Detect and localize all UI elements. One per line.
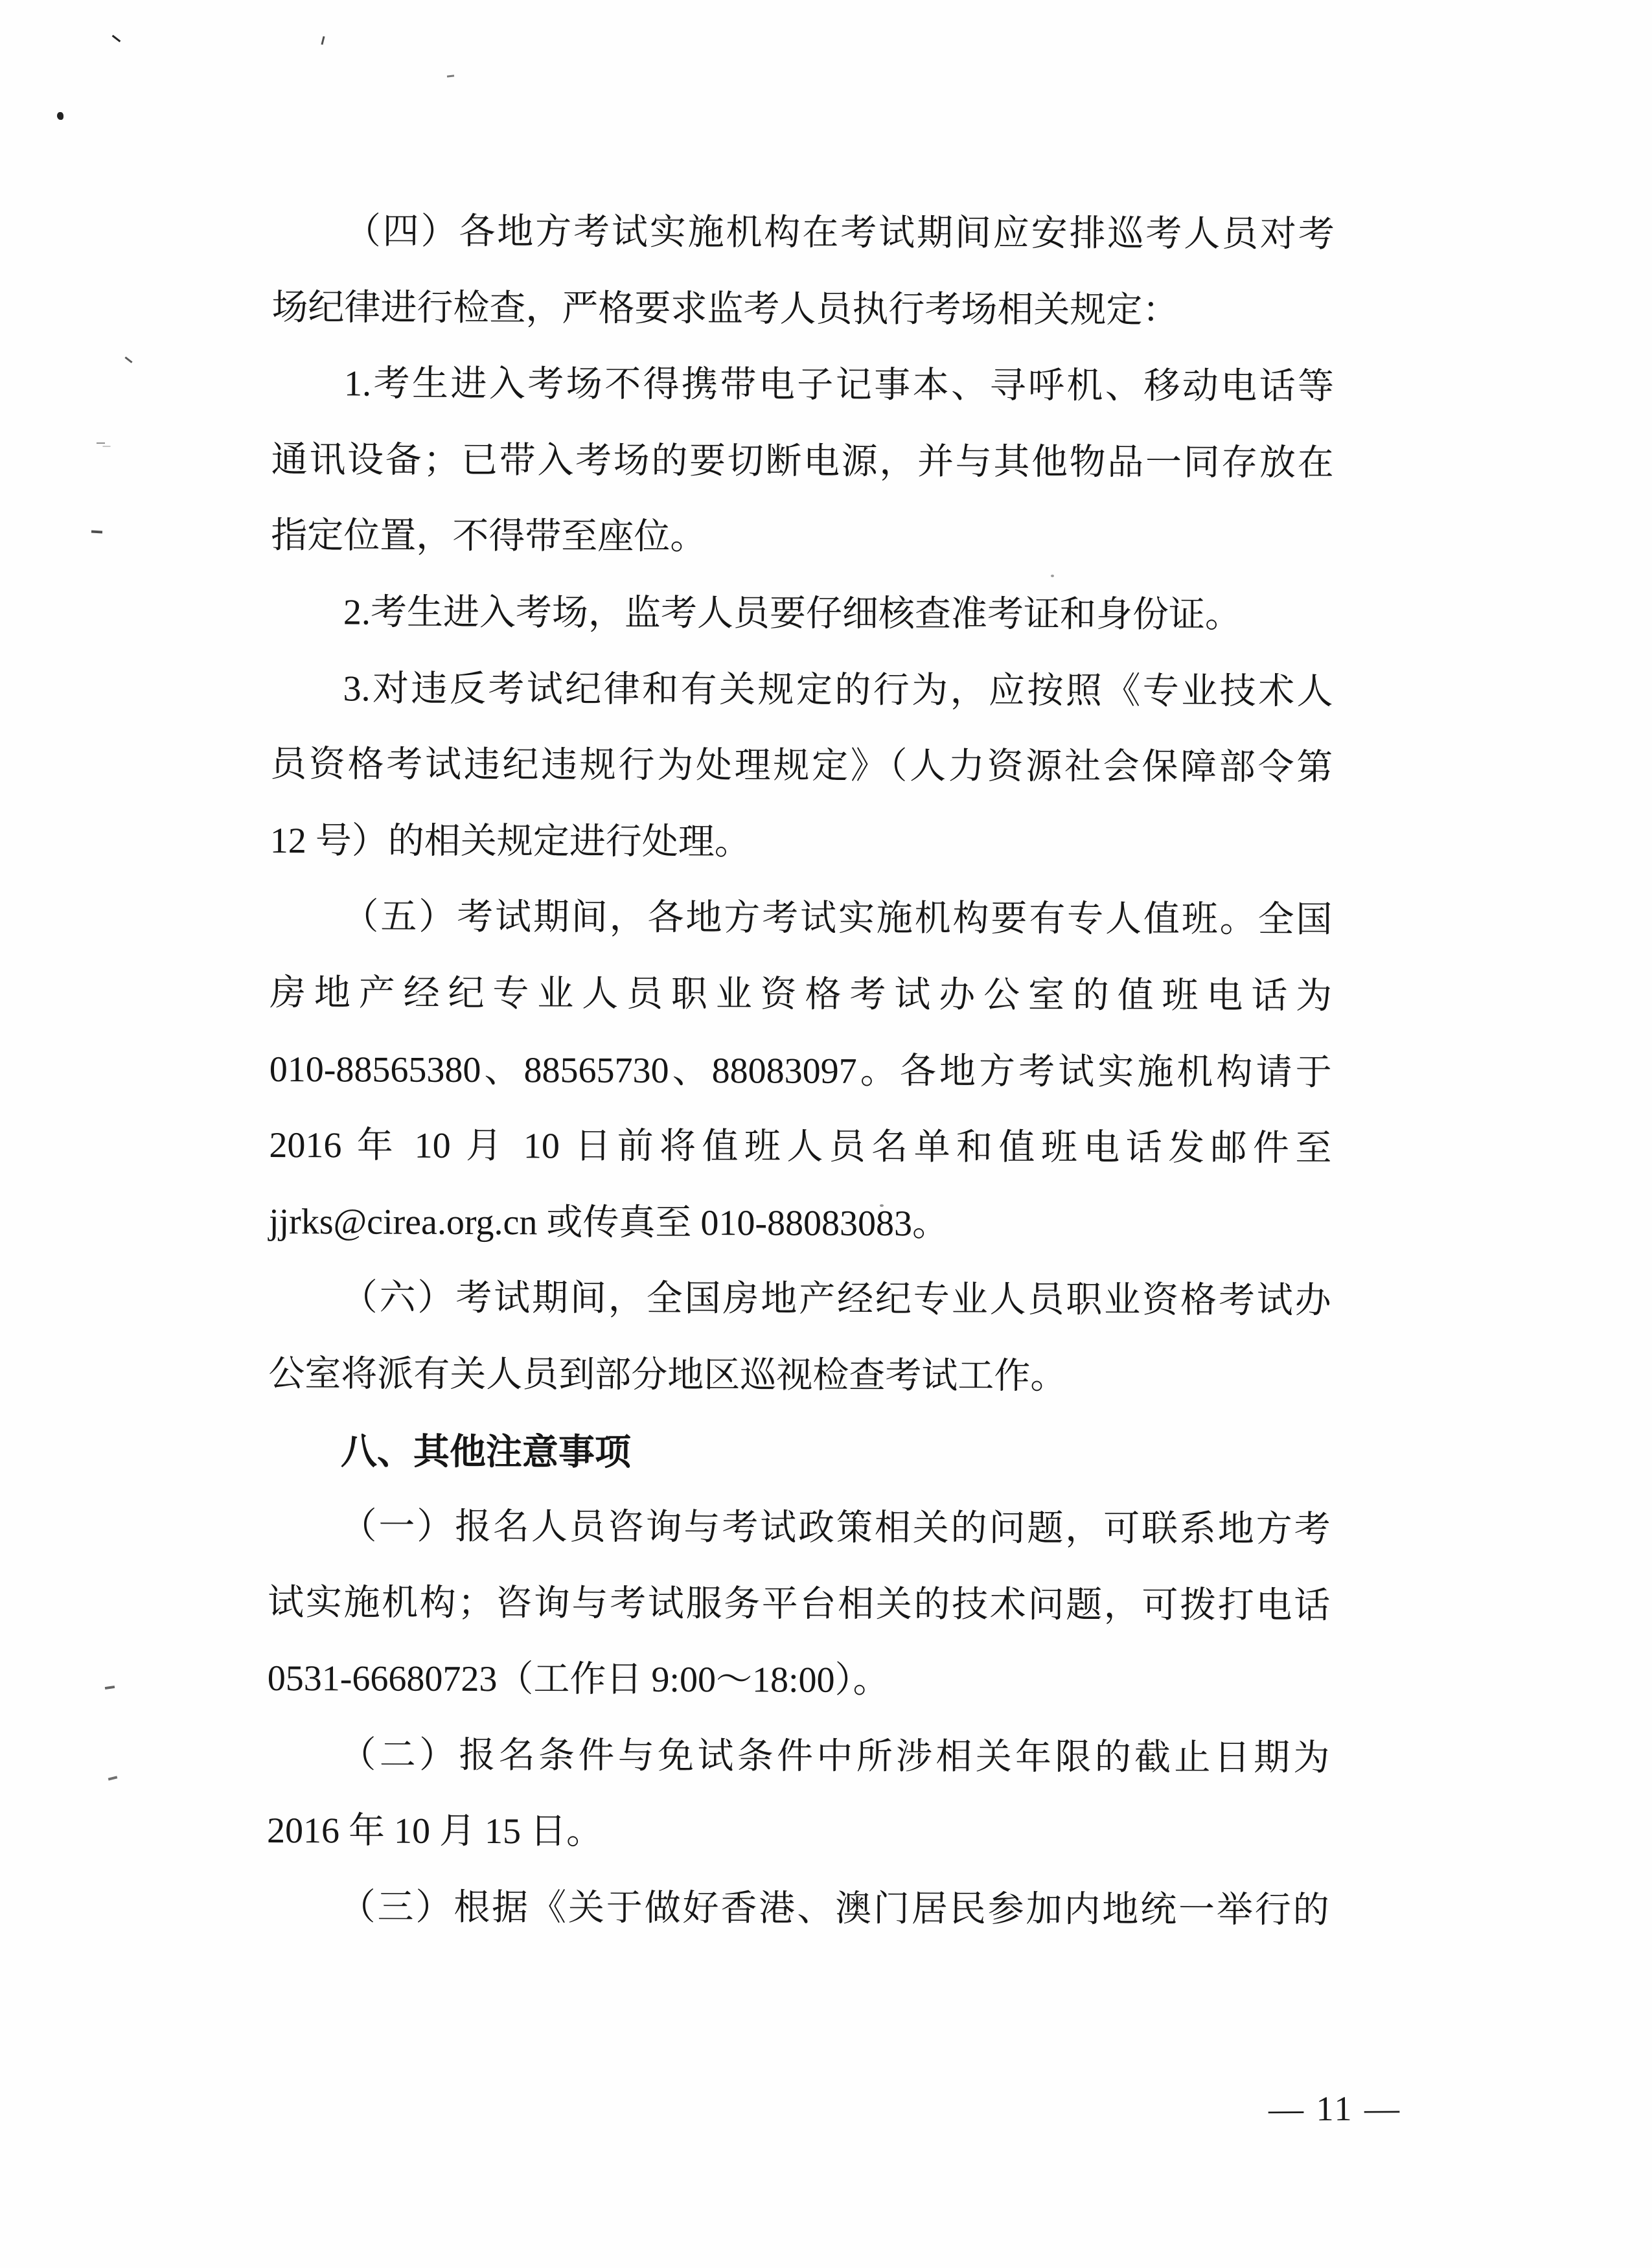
page-number: — 11 — bbox=[1268, 2089, 1402, 2129]
doc-line: 1.考生进入考场不得携带电子记事本、寻呼机、移动电话等 bbox=[343, 363, 1335, 407]
scan-speck bbox=[124, 356, 132, 363]
scan-speck bbox=[91, 531, 102, 534]
doc-line: 公室将派有关人员到部分地区巡视检查考试工作。 bbox=[268, 1353, 1067, 1397]
doc-line: 员资格考试违纪违规行为处理规定》（人力资源社会保障部令第 bbox=[270, 744, 1333, 788]
doc-line: 房地产经纪专业人员职业资格考试办公室的值班电话为 bbox=[270, 972, 1333, 1017]
doc-line: 3.对违反考试纪律和有关规定的行为，应按照《专业技术人 bbox=[343, 668, 1333, 712]
doc-line: 2.考生进入考场，监考人员要仔细核查准考证和身份证。 bbox=[343, 592, 1242, 636]
scan-speck bbox=[108, 1776, 118, 1780]
scan-speck bbox=[447, 74, 454, 77]
doc-line: 试实施机构；咨询与考试服务平台相关的技术问题，可拨打电话 bbox=[268, 1582, 1331, 1626]
doc-line: jjrks@cirea.org.cn 或传真至 010-88083083。 bbox=[268, 1201, 949, 1244]
doc-line: 12 号）的相关规定进行处理。 bbox=[270, 820, 751, 863]
scan-speck bbox=[57, 112, 63, 120]
scan-speck bbox=[97, 442, 105, 444]
doc-line: （一）报名人员咨询与考试政策相关的问题，可联系地方考 bbox=[340, 1506, 1331, 1550]
doc-line: 2016 年 10 月 10 日前将值班人员名单和值班电话发邮件至 bbox=[269, 1125, 1332, 1169]
doc-line: 指定位置，不得带至座位。 bbox=[271, 516, 707, 558]
doc-line: （四）各地方考试实施机构在考试期间应安排巡考人员对考 bbox=[344, 211, 1335, 255]
doc-line: （三）根据《关于做好香港、澳门居民参加内地统一举行的 bbox=[339, 1887, 1329, 1931]
doc-line: （六）考试期间，全国房地产经纪专业人员职业资格考试办 bbox=[341, 1277, 1331, 1322]
doc-line: 场纪律进行检查，严格要求监考人员执行考场相关规定： bbox=[271, 287, 1179, 330]
scan-speck bbox=[105, 1686, 115, 1690]
doc-line: 通讯设备；已带入考场的要切断电源，并与其他物品一同存放在 bbox=[271, 439, 1334, 483]
section-heading: 八、其他注意事项 bbox=[340, 1430, 632, 1472]
doc-line: 0531-66680723（工作日 9:00～18:00）。 bbox=[267, 1658, 889, 1701]
doc-line: 2016 年 10 月 15 日。 bbox=[266, 1811, 603, 1853]
doc-line: （五）考试期间，各地方考试实施机构要有专人值班。全国 bbox=[342, 897, 1333, 941]
scan-speck bbox=[112, 35, 121, 43]
notice-text-block bbox=[267, 194, 1335, 1949]
doc-line: （二）报名条件与免试条件中所涉相关年限的截止日期为 bbox=[339, 1735, 1330, 1779]
scan-speck bbox=[321, 36, 325, 45]
doc-line: 010-88565380、88565730、88083097。各地方考试实施机构请于 bbox=[269, 1049, 1332, 1093]
